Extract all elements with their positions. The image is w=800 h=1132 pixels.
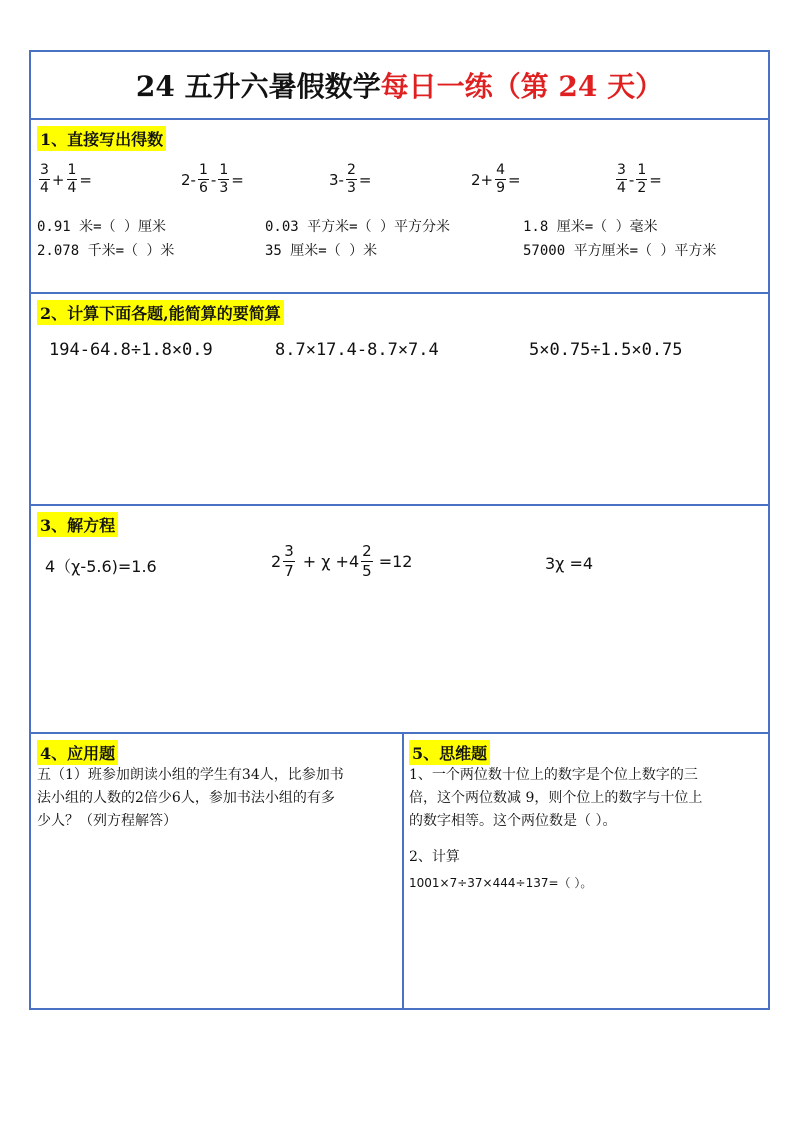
equation-1: 4（χ-5.6)=1.6 xyxy=(45,557,157,576)
worksheet xyxy=(29,50,770,1010)
conversion-5: 35 厘米=（ ）米 xyxy=(265,243,378,259)
title-main: 24 五升六暑假数学 xyxy=(135,70,381,103)
sub-problem-heading: 2、计算 xyxy=(409,849,460,865)
calc-item-2: 8.7×17.4-8.7×7.4 xyxy=(275,340,439,360)
thinking-problem-text: 1、一个两位数十位上的数字是个位上数字的三 倍，这个两位数减 9，则个位上的数字与十位上 的数字相等。这个两位数是（ ）。 xyxy=(409,767,703,829)
column-divider xyxy=(402,734,404,1008)
conversion-6: 57000 平方厘米=（ ）平方米 xyxy=(523,243,717,259)
fraction-item-2: 2- $\frac{1}{6}$ - $\frac{1}{3}$ = xyxy=(181,162,244,196)
calc-item-3: 5×0.75÷1.5×0.75 xyxy=(529,340,683,360)
conversion-3: 1.8 厘米=（ ）毫米 xyxy=(523,219,658,235)
conversion-1: 0.91 米=（ ）厘米 xyxy=(37,219,167,235)
section4-heading: 4、应用题 xyxy=(37,740,118,765)
conversion-2: 0.03 平方米=（ ）平方分米 xyxy=(265,219,451,235)
section1-heading: 1、直接写出得数 xyxy=(37,126,166,151)
section-calculation xyxy=(31,294,768,506)
title-red: 每日一练（第 24 天） xyxy=(380,70,664,103)
calc-expression: 1001×7÷37×444÷137=（ ）。 xyxy=(409,876,593,890)
equation-2: 2 $\frac{3}{7}$ + χ +4 $\frac{2}{5}$ =12 xyxy=(271,542,413,580)
conversion-4: 2.078 千米=（ ）米 xyxy=(37,243,175,259)
word-problem-text: 五（1）班参加朗读小组的学生有34人，比参加书 法小组的人数的2倍少6人，参加书法小组的有多 少人？（列方程解答） xyxy=(37,767,344,829)
fraction-item-1: $\frac{3}{4}$ + $\frac{1}{4}$ = xyxy=(40,162,92,196)
fraction-item-5: $\frac{3}{4}$ - $\frac{1}{2}$ = xyxy=(617,162,662,196)
section-equations xyxy=(31,506,768,734)
section-problems xyxy=(31,734,768,1008)
section5-heading: 5、思维题 xyxy=(409,740,490,765)
fraction-item-4: 2+ $\frac{4}{9}$ = xyxy=(471,162,521,196)
section-mental-math xyxy=(31,120,768,294)
calc-item-1: 194-64.8÷1.8×0.9 xyxy=(49,340,213,360)
equation-3: 3χ =4 xyxy=(545,554,594,573)
fraction-item-3: 3- $\frac{2}{3}$ = xyxy=(329,162,372,196)
section2-heading: 2、计算下面各题,能简算的要简算 xyxy=(37,300,284,325)
section3-heading: 3、解方程 xyxy=(37,512,118,537)
title-row xyxy=(31,52,768,120)
